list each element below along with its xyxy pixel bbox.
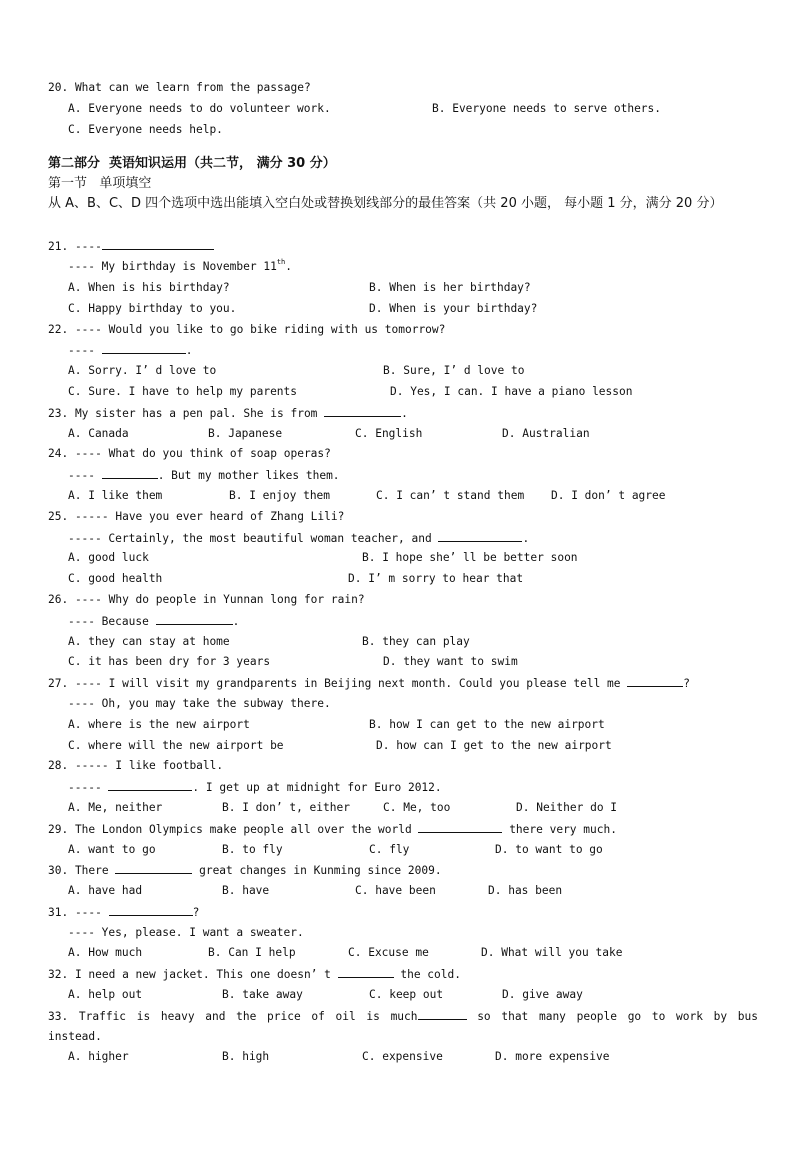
answer-blank[interactable]	[102, 236, 214, 250]
q25-option-c[interactable]: C. good health	[68, 572, 163, 586]
q24-option-a[interactable]: A. I like them	[68, 488, 163, 502]
question-32-stem: 32. I need a new jacket. This one doesn’ t the cold.	[48, 964, 758, 985]
q27-option-b[interactable]: B. how I can get to the new airport	[369, 717, 605, 731]
q32-option-d[interactable]: D. give away	[502, 988, 583, 1002]
q24-option-b[interactable]: B. I enjoy them	[229, 488, 331, 502]
q22-option-d[interactable]: D. Yes, I can. I have a piano lesson	[390, 384, 633, 398]
question-30-stem: 30. There great changes in Kunming since 2009.	[48, 860, 758, 881]
q23-options	[48, 424, 758, 445]
exam-page	[48, 78, 758, 1068]
q32-option-a[interactable]: A. help out	[68, 988, 143, 1002]
question-21-response: ---- My birthday is November 11th.	[68, 258, 292, 274]
question-22-response: ---- .	[48, 340, 758, 361]
question-31-response: ---- Yes, please. I want a sweater.	[68, 925, 304, 939]
section1-instructions: 从 A、B、C、D 四个选项中选出能填入空白处或替换划线部分的最佳答案（共 20 小题， 每小题 1 分，满分 20 分）	[48, 196, 723, 212]
q30-option-a[interactable]: A. have had	[68, 884, 143, 898]
q26-option-a[interactable]: A. they can stay at home	[68, 634, 230, 648]
q28-option-c[interactable]: C. Me, too	[383, 800, 451, 814]
q24-option-d[interactable]: D. I don’ t agree	[551, 488, 666, 502]
q27-options-row1	[48, 715, 758, 736]
q21-option-d[interactable]: D. When is your birthday?	[369, 301, 538, 315]
q31-option-c[interactable]: C. Excuse me	[348, 946, 429, 960]
q32-option-c[interactable]: C. keep out	[369, 988, 444, 1002]
q28-option-b[interactable]: B. I don’ t, either	[222, 800, 350, 814]
question-25-response: ----- Certainly, the most beautiful woman teacher, and .	[48, 528, 758, 549]
q29-option-d[interactable]: D. to want to go	[495, 842, 603, 856]
q26-option-c[interactable]: C. it has been dry for 3 years	[68, 655, 271, 669]
answer-blank[interactable]	[627, 673, 683, 687]
answer-blank[interactable]	[418, 819, 502, 833]
q31-options	[48, 943, 758, 964]
question-26-stem: 26. ---- Why do people in Yunnan long for rain?	[48, 592, 365, 606]
q25-option-b[interactable]: B. I hope she’ ll be better soon	[362, 551, 578, 565]
q25-options-row1	[48, 548, 758, 569]
question-31-stem: 31. ---- ?	[48, 902, 758, 923]
question-23-stem: 23. My sister has a pen pal. She is from .	[48, 403, 758, 424]
q22-option-b[interactable]: B. Sure, I’ d love to	[383, 364, 525, 378]
answer-blank[interactable]	[438, 528, 522, 542]
q29-option-a[interactable]: A. want to go	[68, 842, 156, 856]
q33-option-d[interactable]: D. more expensive	[495, 1050, 610, 1064]
q32-options	[48, 985, 758, 1006]
q23-option-a[interactable]: A. Canada	[68, 426, 129, 440]
question-28-stem: 28. ----- I like football.	[48, 759, 224, 773]
q28-option-d[interactable]: D. Neither do I	[516, 800, 618, 814]
answer-blank[interactable]	[324, 403, 401, 417]
answer-blank[interactable]	[102, 340, 186, 354]
question-22-stem: 22. ---- Would you like to go bike riding with us tomorrow?	[48, 322, 446, 336]
q28-option-a[interactable]: A. Me, neither	[68, 800, 163, 814]
q30-options	[48, 881, 758, 902]
q31-option-b[interactable]: B. Can I help	[208, 946, 296, 960]
question-24-response: ---- . But my mother likes them.	[48, 465, 758, 486]
q21-options-row2	[48, 299, 758, 320]
q23-option-c[interactable]: C. English	[355, 426, 423, 440]
q24-option-c[interactable]: C. I can’ t stand them	[376, 488, 525, 502]
q33-option-b[interactable]: B. high	[222, 1050, 270, 1064]
q33-option-a[interactable]: A. higher	[68, 1050, 129, 1064]
answer-blank[interactable]	[115, 860, 192, 874]
q27-option-d[interactable]: D. how can I get to the new airport	[376, 738, 612, 752]
q30-option-b[interactable]: B. have	[222, 884, 270, 898]
q26-options-row2	[48, 652, 758, 673]
question-33-stem: 33. Traffic is heavy and the price of oil is much so that many people go to work by bus	[48, 1006, 758, 1027]
q27-options-row2	[48, 736, 758, 757]
answer-blank[interactable]	[338, 964, 394, 978]
q21-option-a[interactable]: A. When is his birthday?	[68, 280, 230, 294]
q25-options-row2	[48, 569, 758, 590]
q30-option-d[interactable]: D. has been	[488, 884, 563, 898]
q23-option-b[interactable]: B. Japanese	[208, 426, 283, 440]
q29-option-c[interactable]: C. fly	[369, 842, 410, 856]
question-24-stem: 24. ---- What do you think of soap operas?	[48, 447, 331, 461]
q31-option-a[interactable]: A. How much	[68, 946, 143, 960]
q29-options	[48, 840, 758, 861]
answer-blank[interactable]	[108, 777, 192, 791]
section1-title: 第一节 单项填空	[48, 176, 152, 192]
question-28-response: ----- . I get up at midnight for Euro 2012.	[48, 777, 758, 798]
question-21-stem: 21. ----	[48, 236, 758, 257]
question-20-options-row1	[48, 99, 758, 120]
answer-blank[interactable]	[109, 902, 193, 916]
q27-option-c[interactable]: C. where will the new airport be	[68, 738, 284, 752]
q33-options	[48, 1047, 758, 1068]
q33-option-c[interactable]: C. expensive	[362, 1050, 443, 1064]
question-33-stem-continued: instead.	[48, 1029, 102, 1043]
q24-options	[48, 486, 758, 507]
question-26-response: ---- Because .	[48, 611, 758, 632]
q25-option-d[interactable]: D. I’ m sorry to hear that	[348, 572, 524, 586]
q29-option-b[interactable]: B. to fly	[222, 842, 283, 856]
q25-option-a[interactable]: A. good luck	[68, 551, 149, 565]
q23-option-d[interactable]: D. Australian	[502, 426, 590, 440]
q20-option-c[interactable]: C. Everyone needs help.	[68, 122, 223, 136]
q21-option-c[interactable]: C. Happy birthday to you.	[68, 301, 237, 315]
q26-options-row1	[48, 632, 758, 653]
q28-options	[48, 798, 758, 819]
q22-options-row1	[48, 361, 758, 382]
q31-option-d[interactable]: D. What will you take	[481, 946, 623, 960]
q21-options-row1	[48, 278, 758, 299]
q22-option-c[interactable]: C. Sure. I have to help my parents	[68, 384, 298, 398]
q20-option-a[interactable]: A. Everyone needs to do volunteer work.	[68, 101, 331, 115]
question-27-response: ---- Oh, you may take the subway there.	[68, 696, 331, 710]
q22-option-a[interactable]: A. Sorry. I’ d love to	[68, 364, 217, 378]
question-27-stem: 27. ---- I will visit my grandparents in Beijing next month. Could you please tell me ?	[48, 673, 758, 694]
answer-blank[interactable]	[418, 1006, 467, 1020]
q21-option-b[interactable]: B. When is her birthday?	[369, 280, 531, 294]
q26-option-d[interactable]: D. they want to swim	[383, 655, 518, 669]
question-20-stem: 20. What can we learn from the passage?	[48, 81, 311, 94]
q26-option-b[interactable]: B. they can play	[362, 634, 470, 648]
question-25-stem: 25. ----- Have you ever heard of Zhang Lili?	[48, 509, 345, 523]
answer-blank[interactable]	[156, 611, 233, 625]
part2-title: 第二部分 英语知识运用（共二节， 满分 30 分）	[48, 156, 336, 172]
q27-option-a[interactable]: A. where is the new airport	[68, 717, 250, 731]
q22-options-row2	[48, 382, 758, 403]
answer-blank[interactable]	[102, 465, 158, 479]
question-29-stem: 29. The London Olympics make people all over the world there very much.	[48, 819, 758, 840]
q30-option-c[interactable]: C. have been	[355, 884, 436, 898]
q20-option-b[interactable]: B. Everyone needs to serve others.	[432, 101, 662, 115]
q32-option-b[interactable]: B. take away	[222, 988, 303, 1002]
